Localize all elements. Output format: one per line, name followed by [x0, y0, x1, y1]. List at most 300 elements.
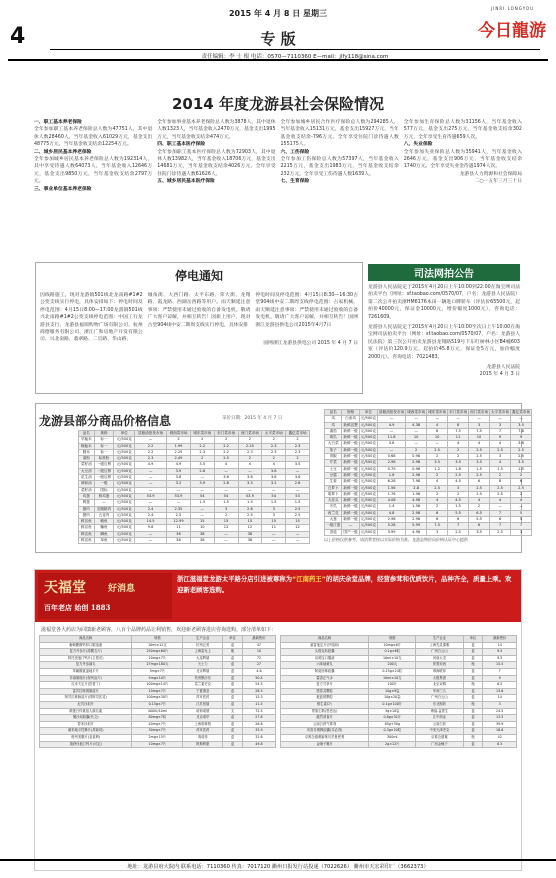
price-cell: 元/500克 — [360, 435, 377, 440]
drug-cell: 精蛋白锌重组人胰岛素 — [40, 708, 132, 715]
price-cell: 番茄 — [325, 428, 342, 434]
drug-cell: 盒 — [463, 728, 483, 735]
price-cell: 12 — [214, 525, 238, 531]
price-cell: 元/500克 — [114, 481, 135, 487]
price-cell: 元/500克 — [360, 479, 377, 484]
price-cell: 7 — [448, 523, 469, 529]
drug-cell: 天士力 — [183, 662, 223, 669]
price-cell: 53.9 — [135, 493, 167, 499]
price-cell: — — [135, 500, 167, 506]
drug-cell: 藿香正气水 — [281, 675, 369, 682]
drug-row — [40, 695, 276, 702]
price-cell: 3 — [262, 512, 286, 518]
drug-cell: 盒 — [463, 655, 483, 662]
price-cell: 10 — [469, 435, 490, 441]
price-cell: 2.5 — [286, 506, 310, 512]
price-cell: 3.8 — [378, 441, 406, 447]
drug-cell: 32.6 — [242, 734, 275, 741]
drug-cell: 10 — [242, 649, 275, 656]
price-cell: 4 — [490, 498, 511, 504]
price-cell: 3.9 — [190, 481, 214, 487]
price-cell: 12 — [238, 525, 262, 531]
price-cell: 9 — [511, 435, 532, 441]
drug-cell: 6.5 — [483, 682, 517, 689]
price-cell: 鸡 — [325, 422, 342, 428]
price-cell: 2 — [448, 491, 469, 497]
drug-cell: 瓶 — [463, 682, 483, 689]
price-cell: 猪肉 — [79, 506, 95, 512]
drug-cell: 2mg×15片 — [132, 734, 183, 741]
price-table-right — [324, 409, 532, 536]
prices-date: 采价日期：2015 年 4 月 7 日 — [222, 416, 283, 421]
drug-row — [281, 708, 517, 715]
editor-info: 责任编辑：李 士 根 电话：0570—7110360 E—mail：jlfy118@sina.com — [50, 49, 540, 60]
price-cell: 1.5 — [190, 500, 214, 506]
price-cell: 新鲜一级 — [343, 454, 358, 459]
price-cell: 2 — [214, 512, 238, 518]
drug-cell: 上海先灵葆雅 — [416, 642, 463, 649]
price-cell: 38 — [190, 531, 214, 537]
outage-text: 因线路施工，现对龙游镇501线北龙南路#1#2公变支线实行停电，具体安排如下：停电时间及停电范围：4月15日8:00—17:00龙游镇501线兴北南路#1#2公变支线停电范围：中国工行龙游县支行、龙游县福瑞购物广场有限公司、杭州商德服务有限公司、浙江广和房地产开发有限公司、兴北南路、翡翠路、二官路、华山路、 — [40, 293, 143, 343]
price-cell: 4.08 — [378, 498, 406, 504]
price-cell: 3 — [511, 529, 532, 535]
price-cell: 3.5 — [190, 462, 214, 468]
price-cell: 0.98 — [406, 466, 427, 472]
price-cell: 香菇 — [325, 529, 342, 535]
insurance-heading: 四、职工基本医疗保险 — [157, 142, 206, 148]
price-cell: 1.4 — [378, 504, 406, 510]
price-cell: 4 — [238, 462, 262, 468]
drug-cell: 10g×9袋 — [369, 688, 416, 695]
price-cell: 新鲜一级 — [343, 491, 358, 496]
insurance-heading: 三、事业单位基本养老保险 — [34, 186, 92, 192]
drug-cell: 苯磺酸氨氯地平片 — [40, 668, 132, 675]
drug-cell: 盒 — [223, 734, 243, 741]
price-cell: 9 — [490, 435, 511, 441]
price-cell: 11 — [167, 525, 191, 531]
drug-cell: 阿司匹林肠溶片(拜阿司匹灵) — [40, 695, 132, 702]
drug-cell: 盒 — [463, 668, 483, 675]
drug-cell: 47 — [242, 642, 275, 649]
drug-cell: 盒 — [223, 715, 243, 722]
price-cell: 4 — [490, 460, 511, 466]
price-cell: 3.5 — [448, 460, 469, 466]
price-cell: 2.5 — [490, 491, 511, 497]
price-cell: 2.2 — [190, 443, 214, 449]
price-cell: 2.5 — [427, 485, 448, 491]
price-cell: 4 — [262, 462, 286, 468]
price-cell: 茄子 — [325, 447, 342, 453]
price-cell: 鳙鱼 — [94, 525, 114, 531]
price-cell: 6 — [469, 479, 490, 485]
price-cell: — — [94, 500, 114, 506]
drug-cell: 10ml×10支 — [369, 655, 416, 662]
price-cell: 晚籼米 — [79, 443, 95, 449]
price-cell: 3.6 — [511, 441, 532, 447]
auction-paragraph: 龙游县人民法院定于2015年4月20日上午10:00到22:00在淘宝网司法拍卖平台（网址：sf.taobao.com/0570/07，户名：龙游县人民法院）第二次公开拍卖浙HM6176本田一辆进口牌轿车（评估价65500元，起拍价40000元，保证金10000元，增价幅度1000元），咨询电话：7261609。 — [368, 285, 520, 320]
price-cell: 新鲜一级 — [343, 485, 358, 490]
drug-cell: 瑞舒伐他汀钙片(可定) — [40, 741, 132, 748]
price-cell: 3.6 — [262, 475, 286, 481]
price-cell: 12 — [286, 525, 310, 531]
drug-cell: 9.5 — [483, 649, 517, 656]
drug-cell: 北京双鹤 — [416, 682, 463, 689]
price-cell: — — [238, 468, 262, 474]
drug-cell: 盒 — [223, 721, 243, 728]
price-cell: 元/500克 — [360, 422, 377, 427]
drug-cell: 0.1g×100片 — [369, 701, 416, 708]
price-cell: 2 — [214, 437, 238, 443]
drug-cell: 葛兰素史克 — [183, 682, 223, 689]
price-cell: 五花肉 — [94, 512, 114, 518]
price-cell: 6 — [448, 517, 469, 523]
price-cell: 白萝卜 — [325, 485, 342, 491]
price-cell: — — [214, 487, 238, 493]
drug-cell: 阿斯利康 — [183, 741, 223, 748]
price-cell: 14.5 — [135, 519, 167, 525]
insurance-text: 全年参加事业基本养老保险总人数为3878人，其中退休人数1323人，当年基金收入2470万元，基金支出1995万元，当年基金收支结余474万元。 — [157, 120, 276, 140]
drug-cell: 3g×10袋 — [369, 708, 416, 715]
price-cell: 5 — [511, 510, 532, 516]
price-cell: 元/500克 — [360, 454, 377, 459]
price-cell: — — [406, 428, 427, 434]
drug-cell: 拜耳医药 — [183, 728, 223, 735]
drug-header-cell: 规格 — [132, 636, 183, 643]
price-cell: 36 — [167, 538, 191, 544]
price-cell: 2.3 — [262, 449, 286, 455]
drug-cell: 28.3 — [242, 688, 275, 695]
price-header-cell: 鑫亿菜市场 — [512, 410, 530, 414]
price-cell: 4.9 — [135, 462, 167, 468]
drug-cell: 博福-益普生 — [416, 708, 463, 715]
price-cell: 2.6 — [238, 506, 262, 512]
drug-cell: 200丸 — [369, 662, 416, 669]
price-cell: 2.2 — [214, 449, 238, 455]
drug-cell: 云南白药 — [416, 721, 463, 728]
judicial-auction-notice — [366, 262, 522, 394]
drug-cell: 广西金嗓子 — [416, 741, 463, 748]
price-cell: 2.3 — [286, 449, 310, 455]
drug-cell: 27 — [242, 662, 275, 669]
drug-cell: 拉米夫定片(贺普丁) — [40, 682, 132, 689]
drug-cell: 3 — [483, 701, 517, 708]
drug-row — [40, 715, 276, 722]
drug-cell: 250mg×60片 — [132, 649, 183, 656]
drug-cell: 50.4 — [242, 675, 275, 682]
price-cell: 4 — [448, 441, 469, 447]
drug-cell: 珠海联邦 — [416, 668, 463, 675]
price-cell: 7 — [490, 523, 511, 529]
price-cell: 元/500克 — [360, 460, 377, 465]
price-cell: 5.5 — [448, 510, 469, 516]
price-cell: 元/500克 — [114, 462, 135, 468]
brand-slogan: 好消息 — [108, 584, 136, 594]
outage-text: 停电时间及停电范围：4月15日8:30—16:30古堂904线中安二期周支线停电范围：占家机械。雨天顺延注意事项：严禁使用未通过验收的自备发电机。敬请广大客户谅解，并相互转告！国网浙江龙游县供电公司2015年4月7日 — [255, 293, 359, 328]
drug-cell: 15.3 — [242, 695, 275, 702]
drug-cell: 头孢克肟胶囊 — [281, 649, 369, 656]
price-cell: 36 — [167, 531, 191, 537]
price-cell: 11 — [448, 435, 469, 441]
price-cell: 元/500克 — [114, 500, 135, 506]
drug-cell: 上海雷允上 — [183, 649, 223, 656]
price-cell: 15 — [214, 519, 238, 525]
price-cell: 一级压榨 — [94, 475, 114, 481]
drug-cell: 阿托伐他汀钙片(立普妥) — [40, 655, 132, 662]
drug-cell: 盒 — [223, 668, 243, 675]
price-cell: 元/500克 — [114, 468, 135, 474]
price-cell: 8 — [448, 422, 469, 428]
drug-cell: 9 — [483, 675, 517, 682]
drug-cell: 大连辉瑞 — [183, 655, 223, 662]
drug-cell: 10mg×7片 — [132, 741, 183, 748]
drug-cell: 太极集团 — [416, 675, 463, 682]
price-cell: 2.2 — [135, 443, 167, 449]
price-cell: 2.5 — [511, 447, 532, 453]
price-header-cell: 城东菜市场 — [428, 410, 447, 414]
price-cell: 2.5 — [490, 447, 511, 453]
price-cell: 大白菜 — [325, 441, 342, 447]
price-cell: — — [135, 487, 167, 493]
price-cell: 2.5 — [511, 454, 532, 460]
price-cell: 2.2 — [214, 443, 238, 449]
drug-cell: 盒 — [223, 728, 243, 735]
drug-row — [281, 688, 517, 695]
price-cell: 11 — [262, 525, 286, 531]
price-cell: 3 — [214, 506, 238, 512]
price-cell: 元/500克 — [360, 523, 377, 528]
price-header-cell: 东门菜市场 — [449, 410, 468, 414]
insurance-column — [34, 119, 152, 193]
drug-cell: 13.5 — [483, 715, 517, 722]
page-header — [0, 0, 556, 60]
price-cell: 53 — [286, 493, 310, 499]
price-cell: 2.98 — [406, 510, 427, 516]
price-header-cell: 县粮油批发市场 — [379, 410, 405, 414]
price-cell: 新鲜一级 — [343, 498, 358, 503]
price-cell: 7 — [490, 428, 511, 434]
drug-row — [281, 655, 517, 662]
price-cell: 2.98 — [378, 460, 406, 466]
price-cell: 2.8 — [190, 468, 214, 474]
price-cell: 2.5 — [511, 485, 532, 491]
price-cell: 54 — [214, 493, 238, 499]
drug-cell: 39.9 — [483, 721, 517, 728]
insurance-text: 全年参加失业保险总人数为35941人，当年基金收入2646万元，基金支出906万元，当年基金收支结余1740万元。全年享受失业金待遇1974人次。 — [403, 149, 522, 170]
price-cell: 鲜活鱼 — [79, 531, 95, 537]
price-cell: 2.98 — [406, 472, 427, 478]
drug-cell: 100片 — [369, 682, 416, 689]
price-cell: 53.9 — [167, 493, 191, 499]
price-cell: 元/500克 — [114, 538, 135, 544]
price-cell: 6 — [511, 479, 532, 485]
price-cell: 元/500克 — [114, 531, 135, 537]
price-cell: 调和油 — [79, 481, 95, 487]
drug-row — [40, 642, 276, 649]
price-header-cell: 太平菜市场 — [262, 431, 286, 437]
drug-cell: 0.15g×7片 — [132, 701, 183, 708]
insurance-heading: 七、生育保险 — [280, 179, 310, 185]
drug-row — [40, 675, 276, 682]
outage-text: 城角街、大西门路、太平东路、荣大街、龙翔路、霞龙路、西湖岳西路等用户。雨天顺延注意事项：严禁使用未通过验收的自备发电机。敬请广大客户谅解，并相互转告！园新上用户，现对古堂904线中安二期周支线实行停电，具体安排 — [147, 293, 251, 328]
price-cell: 1.56 — [378, 485, 406, 491]
insurance-heading: 八、失业保险 — [403, 142, 433, 148]
outage-date: 2015 年 4 月 7 日 — [317, 340, 358, 346]
price-cell: 2 — [262, 456, 286, 462]
drug-row — [281, 642, 517, 649]
drug-cell: 盒 — [223, 688, 243, 695]
price-cell: 6 — [490, 517, 511, 523]
drug-cell: 盒 — [463, 649, 483, 656]
price-cell: 元/500克 — [360, 472, 377, 477]
price-cell: — — [135, 468, 167, 474]
drug-cell: 72 — [242, 655, 275, 662]
drug-cell: 20mg×7片 — [132, 655, 183, 662]
price-cell: 2.4 — [135, 506, 167, 512]
drug-cell: 杭州默沙东 — [183, 675, 223, 682]
price-cell: 生姜 — [325, 479, 342, 485]
price-cell: 元/500克 — [360, 428, 377, 433]
price-cell: 元/500克 — [114, 512, 135, 518]
insurance-heading: 二、城乡居民基本养老保险 — [34, 149, 92, 155]
drug-cell: 缬沙坦胶囊(代文) — [40, 715, 132, 722]
price-cell: 10 — [190, 525, 214, 531]
price-cell: 新鲜一级 — [343, 428, 358, 433]
drug-cell: 85g+30g — [369, 721, 416, 728]
drug-cell: 0.1g×6粒 — [369, 649, 416, 656]
price-cell: 元/500克 — [360, 416, 377, 421]
price-cell: 1.98 — [406, 491, 427, 497]
price-info — [35, 403, 530, 553]
price-cell: 3.5 — [511, 422, 532, 428]
price-cell: — — [214, 531, 238, 537]
price-cell: 标一 — [94, 443, 114, 449]
price-cell: 2.49 — [167, 456, 191, 462]
price-cell: 2 — [427, 454, 448, 460]
price-cell: 2.2 — [135, 449, 167, 455]
price-cell: — — [262, 538, 286, 544]
price-header-cell: 城西菜市场 — [407, 410, 426, 414]
header-rule — [8, 59, 548, 61]
price-cell: 一级压榨 — [94, 462, 114, 468]
price-cell: 1.58 — [406, 504, 427, 510]
price-cell: 6.5 — [469, 510, 490, 516]
page-footer: 地址：龙游县府大院内 联系电话：7110360 传真：7017120 衢州日报发行站投递（7022626） 衢州市天宏彩印厂（3662373） — [0, 859, 556, 870]
price-cell: 元/500克 — [114, 475, 135, 481]
insurance-text: 全年参加工伤保险总人数为57397人，当年基金收入2215万元，基金支出1983万元，当年基金收支结余232万元。全年享受工伤待遇人数1639人。 — [280, 157, 399, 177]
brand-name: 天福堂 — [44, 580, 86, 596]
price-cell: 3.99 — [378, 529, 406, 535]
drug-header-cell: 最新售价 — [242, 636, 275, 643]
drug-cell: 蒙脱石散(思密达) — [281, 708, 369, 715]
price-cell: 元/500克 — [114, 487, 135, 493]
price-cell: 2.98 — [378, 517, 406, 523]
drug-header-cell: 单位 — [463, 636, 483, 643]
drug-cell: 感冒灵颗粒 — [281, 688, 369, 695]
insurance-heading: 五、城乡居民基本医疗保险 — [157, 179, 215, 185]
drug-cell: 24.5 — [483, 708, 517, 715]
drug-cell: 上海勃林格 — [183, 721, 223, 728]
price-cell: 1.5 — [214, 500, 238, 506]
price-cell: 元/500克 — [360, 466, 377, 471]
price-cell: 2.5 — [469, 472, 490, 478]
drug-cell: 广州白云山 — [416, 695, 463, 702]
insurance-text: 全年参加生育保险总人数为31156人，当年基金收入577万元，基金支出275万元，当年基金收支结余302万元，全年享受生育待遇659人次。 — [403, 120, 522, 140]
price-cell: — — [190, 487, 214, 493]
price-cell: 0.98 — [406, 454, 427, 460]
price-cell: 元/500克 — [360, 517, 377, 522]
price-cell: 2 — [469, 504, 490, 510]
drug-row — [281, 721, 517, 728]
insurance-heading: 一、职工基本养老保险 — [34, 120, 82, 125]
price-cell: 2 — [448, 454, 469, 460]
insurance-text: 全年参加城乡居民基本养老保险总人数为192314人，其中享受待遇人数64073人，当年基金收入12646万元，基金支出9850万元，当年基金收支结余2797万元。 — [34, 157, 153, 185]
drug-cell: 8.5 — [483, 741, 517, 748]
price-cell: 4.9 — [378, 422, 406, 428]
price-cell: — — [427, 441, 448, 447]
drug-row — [281, 668, 517, 675]
insurance-column — [404, 119, 522, 193]
price-cell: 2.8 — [286, 481, 310, 487]
price-cell: 3.8 — [262, 468, 286, 474]
price-cell: 3 — [262, 506, 286, 512]
price-cell: 5.99 — [406, 523, 427, 529]
price-cell: — — [469, 416, 490, 422]
price-cell: 10 — [406, 435, 427, 441]
price-cell: 4 — [469, 498, 490, 504]
drug-table-right — [280, 635, 517, 748]
price-cell: 15 — [262, 519, 286, 525]
drug-cell: 双黄连口服液 — [281, 655, 369, 662]
drug-cell: 15.5 — [483, 662, 517, 669]
price-cell: — — [262, 487, 286, 493]
drug-row — [40, 682, 276, 689]
price-cell: 2 — [286, 456, 310, 462]
price-cell: 2.5 — [469, 447, 490, 453]
price-cell: 鲫鱼 — [94, 531, 114, 537]
price-cell: 2.3 — [238, 449, 262, 455]
drug-row — [40, 741, 276, 748]
price-cell: 8 — [490, 479, 511, 485]
price-cell: 1.5 — [448, 504, 469, 510]
drug-cell: 盒 — [463, 741, 483, 748]
price-cell: 11.8 — [378, 435, 406, 441]
drug-cell: 11.5 — [242, 701, 275, 708]
drug-header-cell: 商品名称 — [281, 636, 369, 643]
outage-signature: 国网浙江龙游县供电公司 — [263, 340, 317, 346]
drug-cell: 18.6 — [483, 728, 517, 735]
price-cell: 芹菜 — [325, 460, 342, 466]
drug-cell: 49.8 — [242, 741, 275, 748]
price-cell: — — [427, 416, 448, 422]
drug-cell: 葡萄糖酸钙锌口服溶液 — [40, 642, 132, 649]
insurance-column — [281, 119, 399, 193]
price-cell: 7 — [511, 523, 532, 529]
drug-cell: 72.5 — [242, 708, 275, 715]
price-cell: — — [511, 416, 532, 422]
price-cell: 2.5 — [469, 485, 490, 491]
drug-cell: 京都念慈菴蜜炼川贝枇杷膏 — [281, 734, 369, 741]
drug-cell: 支 — [223, 708, 243, 715]
price-cell: 2.4 — [135, 512, 167, 518]
drug-cell: 10ml×12支 — [132, 642, 183, 649]
price-cell: 黄瓜 — [325, 435, 342, 441]
price-cell: 青椒 — [325, 454, 342, 460]
price-cell: 3.5 — [469, 529, 490, 535]
price-cell: 3.5 — [427, 460, 448, 466]
drug-cell: 盒 — [223, 655, 243, 662]
price-header-cell: 太平菜市场 — [491, 410, 510, 414]
drug-row — [40, 668, 276, 675]
